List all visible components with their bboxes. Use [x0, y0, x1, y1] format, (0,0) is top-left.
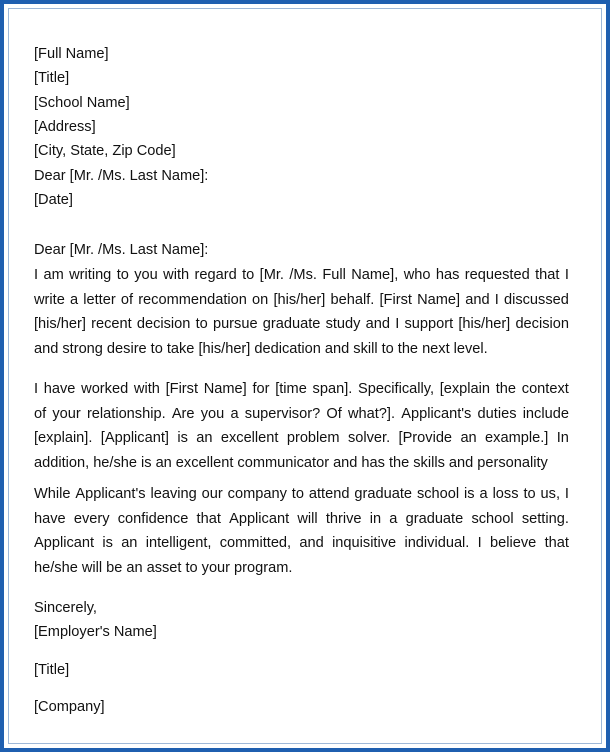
word: excellent — [220, 430, 279, 446]
word: an — [460, 430, 477, 446]
word: a — [389, 510, 398, 527]
word: and — [465, 291, 490, 308]
paragraph-line — [34, 266, 569, 291]
word: support — [404, 316, 454, 332]
word: our — [201, 486, 223, 502]
word: who — [403, 267, 431, 283]
word: discussed — [503, 291, 569, 308]
word: an — [155, 454, 172, 471]
word: confidence — [117, 510, 189, 527]
word: to — [291, 486, 304, 502]
word: addition, — [34, 454, 90, 471]
word: to — [381, 340, 394, 357]
word: [his/her] — [458, 316, 511, 332]
word: While — [34, 486, 71, 502]
word: that — [544, 535, 569, 551]
paragraph-line — [34, 291, 569, 316]
paragraph-line — [34, 510, 569, 535]
word: will — [81, 559, 103, 576]
word: next — [422, 340, 450, 357]
paragraph-2 — [34, 380, 569, 478]
word: recommendation — [138, 291, 247, 308]
word: and — [333, 454, 358, 471]
word: I — [34, 267, 39, 283]
word: Full — [322, 267, 346, 283]
paragraph-line — [34, 534, 569, 559]
paragraph-line — [34, 485, 569, 510]
word: requested — [464, 267, 530, 283]
word: Name] — [417, 291, 461, 308]
word: [explain — [439, 381, 491, 397]
word: [Applicant] — [100, 430, 169, 446]
word: Applicant — [229, 510, 290, 527]
word: communicator — [237, 454, 330, 471]
word: [Mr. — [259, 267, 284, 283]
word: that — [196, 510, 221, 527]
word: relationship. — [86, 405, 166, 422]
header-full-name: [Full Name] — [34, 46, 109, 62]
closing-company: [Company] — [34, 699, 105, 715]
word: you — [134, 267, 158, 283]
word: is — [177, 430, 188, 446]
word: to — [150, 340, 163, 357]
word: level. — [453, 340, 488, 357]
word: I — [494, 291, 499, 308]
word: individual. — [404, 535, 470, 551]
word: include — [522, 405, 569, 422]
paragraph-line — [34, 429, 569, 454]
word: study — [325, 316, 361, 332]
word: Name] — [203, 381, 247, 397]
word: thrive — [325, 510, 362, 527]
word: be — [106, 559, 123, 576]
word: dedication — [254, 340, 321, 357]
header-date: [Date] — [34, 192, 73, 208]
word: your — [52, 405, 81, 422]
word: asset — [146, 559, 182, 576]
word: to — [185, 559, 198, 576]
word: solver. — [347, 430, 391, 446]
word: In — [556, 430, 569, 446]
word: desire — [106, 340, 147, 357]
word: setting. — [521, 510, 569, 527]
word: has — [361, 454, 385, 471]
word: worked — [81, 381, 129, 397]
word: decision — [136, 316, 191, 332]
word: of — [120, 291, 134, 308]
word: company — [227, 486, 287, 502]
word: the — [397, 340, 419, 357]
word: Of — [326, 405, 342, 422]
word: I — [395, 316, 400, 332]
word: context — [521, 381, 569, 397]
header-title: [Title] — [34, 70, 70, 86]
word: to — [242, 267, 255, 283]
word: will — [297, 510, 318, 527]
word: and — [448, 454, 474, 471]
word: in — [369, 510, 382, 527]
word: Are — [171, 405, 195, 422]
paragraph-line — [34, 559, 569, 584]
word: to — [116, 267, 129, 283]
word: I — [477, 535, 482, 551]
word: the — [495, 381, 517, 397]
word: is — [464, 486, 475, 502]
word: every — [73, 510, 110, 527]
word: a — [479, 486, 488, 502]
word: problem — [286, 430, 340, 446]
word: committed, — [219, 535, 292, 551]
word: on — [252, 291, 269, 308]
word: [his/her] — [198, 340, 251, 357]
word: graduate — [405, 510, 464, 527]
word: graduate — [354, 486, 413, 502]
paragraph-line — [34, 315, 569, 340]
word: decision — [515, 316, 569, 332]
word: [Provide — [398, 430, 453, 446]
word: attend — [308, 486, 350, 502]
word: strong — [62, 340, 103, 357]
word: I — [564, 486, 569, 502]
word: I — [564, 267, 569, 283]
word: you — [200, 405, 225, 422]
word: [First — [379, 291, 412, 308]
word: /Ms. — [289, 267, 317, 283]
paragraph-line — [34, 380, 569, 405]
word: is — [102, 535, 113, 551]
word: [his/her] — [273, 291, 326, 308]
word: excellent — [175, 454, 234, 471]
word: an — [126, 559, 143, 576]
word: an — [121, 535, 138, 551]
word: Applicant's — [401, 405, 472, 422]
word: Specifically, — [358, 381, 434, 397]
word: he/she — [34, 559, 78, 576]
word: recent — [91, 316, 132, 332]
closing-title: [Title] — [34, 662, 70, 678]
word: and — [34, 340, 59, 357]
word: to — [195, 316, 208, 332]
word: with — [163, 267, 190, 283]
word: leaving — [150, 486, 197, 502]
word: is — [141, 454, 152, 471]
word: intelligent, — [145, 535, 212, 551]
word: regard — [194, 267, 237, 283]
word: letter — [83, 291, 116, 308]
word: personality — [477, 454, 548, 471]
word: and — [299, 535, 324, 551]
word: and — [324, 340, 350, 357]
word: an — [196, 430, 213, 446]
word: have — [34, 510, 66, 527]
word: [time — [275, 381, 307, 397]
closing-sincerely: Sincerely, — [34, 600, 97, 616]
paragraph-line — [34, 405, 569, 430]
word: [First — [165, 381, 199, 397]
word: school — [471, 510, 514, 527]
word: I — [34, 381, 39, 397]
word: for — [252, 381, 270, 397]
word: inquisitive — [332, 535, 397, 551]
word: [his/her] — [34, 316, 86, 332]
word: Applicant's — [75, 486, 146, 502]
word: span]. — [312, 381, 353, 397]
word: am — [43, 267, 64, 283]
word: example.] — [485, 430, 549, 446]
word: a — [69, 291, 79, 308]
word: your — [201, 559, 231, 576]
word: Applicant — [34, 535, 95, 551]
paragraph-line — [34, 340, 569, 365]
word: supervisor? — [244, 405, 321, 422]
word: us, — [540, 486, 560, 502]
word: take — [166, 340, 195, 357]
word: skill — [353, 340, 378, 357]
word: with — [133, 381, 160, 397]
header-address: [Address] — [34, 119, 96, 135]
word: believe — [490, 535, 537, 551]
word: Name], — [351, 267, 399, 283]
word: he/she — [93, 454, 138, 471]
word: skills — [413, 454, 445, 471]
word: write — [34, 291, 65, 308]
word: of — [34, 405, 47, 422]
paragraph-line — [34, 454, 569, 479]
word: graduate — [262, 316, 321, 332]
word: writing — [69, 267, 112, 283]
header-dear-line: Dear [Mr. /Ms. Last Name]: — [34, 168, 209, 184]
header-city-state-zip: [City, State, Zip Code] — [34, 143, 176, 159]
header-school-name: [School Name] — [34, 95, 130, 111]
word: behalf. — [330, 291, 375, 308]
word: the — [388, 454, 410, 471]
word: duties — [477, 405, 517, 422]
word: to — [523, 486, 536, 502]
word: pursue — [212, 316, 258, 332]
word: loss — [492, 486, 519, 502]
closing-employer-name: [Employer's Name] — [34, 624, 157, 640]
word: a — [230, 405, 239, 422]
paragraph-1 — [34, 266, 569, 364]
word: program. — [234, 559, 293, 576]
word: [explain]. — [34, 430, 93, 446]
word: have — [43, 381, 76, 397]
word: school — [416, 486, 460, 502]
word: has — [435, 267, 460, 283]
word: and — [365, 316, 391, 332]
word: what?]. — [347, 405, 396, 422]
salutation: Dear [Mr. /Ms. Last Name]: — [34, 242, 209, 258]
paragraph-3 — [34, 485, 569, 583]
word: that — [535, 267, 560, 283]
